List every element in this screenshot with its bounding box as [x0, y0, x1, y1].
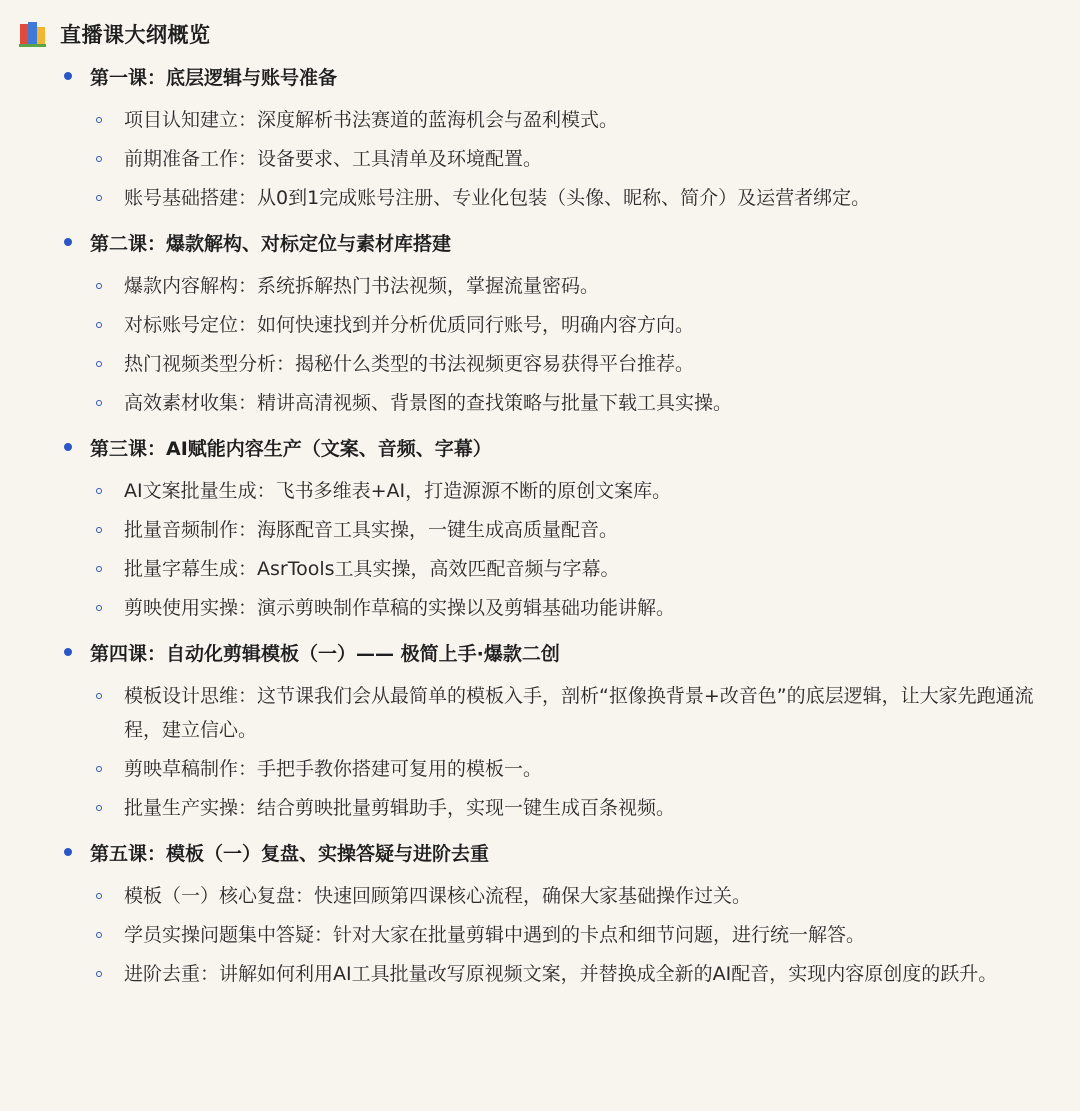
- list-item-text: AI文案批量生成：飞书多维表+AI，打造源源不断的原创文案库。: [124, 480, 672, 502]
- bullet-dot-icon: [64, 72, 72, 80]
- bullet-dot-icon: [64, 238, 72, 246]
- outline-header: [0, 14, 1080, 54]
- lesson-section: [0, 630, 1080, 825]
- list-item-text: 高效素材收集：精讲高清视频、背景图的查找策略与批量下载工具实操。: [124, 392, 733, 414]
- list-item-text: 对标账号定位：如何快速找到并分析优质同行账号，明确内容方向。: [124, 314, 695, 336]
- lesson-section: [0, 220, 1080, 420]
- lesson-section: [0, 54, 1080, 215]
- lesson-heading: [0, 830, 1080, 874]
- books-icon: [18, 19, 48, 49]
- lesson-list: [0, 54, 1080, 991]
- list-item: [0, 347, 1080, 381]
- list-item: [0, 269, 1080, 303]
- bullet-circle-icon: [96, 693, 102, 699]
- list-item: [0, 513, 1080, 547]
- list-item: [0, 591, 1080, 625]
- lesson-heading: [0, 220, 1080, 264]
- list-item-text: 模板（一）核心复盘：快速回顾第四课核心流程，确保大家基础操作过关。: [124, 885, 752, 907]
- list-item: [0, 552, 1080, 586]
- list-item-text: 项目认知建立：深度解析书法赛道的蓝海机会与盈利模式。: [124, 109, 619, 131]
- bullet-circle-icon: [96, 766, 102, 772]
- list-item: [0, 879, 1080, 913]
- bullet-circle-icon: [96, 932, 102, 938]
- bullet-circle-icon: [96, 156, 102, 162]
- list-item-text: 前期准备工作：设备要求、工具清单及环境配置。: [124, 148, 543, 170]
- bullet-circle-icon: [96, 527, 102, 533]
- lesson-title: 第五课：模板（一）复盘、实操答疑与进阶去重: [90, 842, 490, 865]
- list-item: [0, 957, 1080, 991]
- bullet-circle-icon: [96, 488, 102, 494]
- list-item-text: 批量生产实操：结合剪映批量剪辑助手，实现一键生成百条视频。: [124, 797, 676, 819]
- lesson-title: 第二课：爆款解构、对标定位与素材库搭建: [90, 232, 452, 255]
- list-item: [0, 142, 1080, 176]
- lesson-title: 第一课：底层逻辑与账号准备: [90, 66, 338, 89]
- bullet-circle-icon: [96, 566, 102, 572]
- list-item: [0, 103, 1080, 137]
- lesson-heading: [0, 630, 1080, 674]
- list-item: [0, 474, 1080, 508]
- list-item-text: 爆款内容解构：系统拆解热门书法视频，掌握流量密码。: [124, 275, 600, 297]
- bullet-circle-icon: [96, 893, 102, 899]
- list-item: [0, 181, 1080, 215]
- list-item-text: 学员实操问题集中答疑：针对大家在批量剪辑中遇到的卡点和细节问题，进行统一解答。: [124, 924, 866, 946]
- lesson-item-list: [0, 269, 1080, 420]
- list-item-text: 热门视频类型分析：揭秘什么类型的书法视频更容易获得平台推荐。: [124, 353, 695, 375]
- list-item: [0, 386, 1080, 420]
- list-item-text: 进阶去重：讲解如何利用AI工具批量改写原视频文案，并替换成全新的AI配音，实现内容原创度的跃升。: [124, 963, 998, 985]
- bullet-circle-icon: [96, 605, 102, 611]
- outline-title: 直播课大纲概览: [60, 23, 211, 47]
- bullet-circle-icon: [96, 195, 102, 201]
- lesson-item-list: [0, 474, 1080, 625]
- list-item-text: 剪映草稿制作：手把手教你搭建可复用的模板一。: [124, 758, 543, 780]
- list-item-text: 批量字幕生成：AsrTools工具实操，高效匹配音频与字幕。: [124, 558, 620, 580]
- lesson-item-list: [0, 879, 1080, 991]
- lesson-section: [0, 830, 1080, 991]
- bullet-circle-icon: [96, 283, 102, 289]
- list-item-text: 模板设计思维：这节课我们会从最简单的模板入手，剖析“抠像换背景+改音色”的底层逻辑，让大家先跑通流程，建立信心。: [124, 685, 1034, 741]
- lesson-title: 第四课：自动化剪辑模板（一）—— 极简上手·爆款二创: [90, 642, 560, 665]
- list-item-text: 批量音频制作：海豚配音工具实操，一键生成高质量配音。: [124, 519, 619, 541]
- lesson-title: 第三课：AI赋能内容生产（文案、音频、字幕）: [90, 437, 492, 460]
- bullet-circle-icon: [96, 117, 102, 123]
- bullet-dot-icon: [64, 443, 72, 451]
- bullet-circle-icon: [96, 971, 102, 977]
- bullet-circle-icon: [96, 361, 102, 367]
- lesson-item-list: [0, 679, 1080, 825]
- list-item: [0, 679, 1080, 747]
- list-item: [0, 918, 1080, 952]
- lesson-section: [0, 425, 1080, 625]
- lesson-heading: [0, 54, 1080, 98]
- lesson-item-list: [0, 103, 1080, 215]
- list-item-text: 账号基础搭建：从0到1完成账号注册、专业化包装（头像、昵称、简介）及运营者绑定。: [124, 187, 871, 209]
- list-item-text: 剪映使用实操：演示剪映制作草稿的实操以及剪辑基础功能讲解。: [124, 597, 676, 619]
- bullet-circle-icon: [96, 322, 102, 328]
- list-item: [0, 752, 1080, 786]
- bullet-circle-icon: [96, 805, 102, 811]
- bullet-dot-icon: [64, 648, 72, 656]
- bullet-dot-icon: [64, 848, 72, 856]
- lesson-heading: [0, 425, 1080, 469]
- list-item: [0, 308, 1080, 342]
- bullet-circle-icon: [96, 400, 102, 406]
- list-item: [0, 791, 1080, 825]
